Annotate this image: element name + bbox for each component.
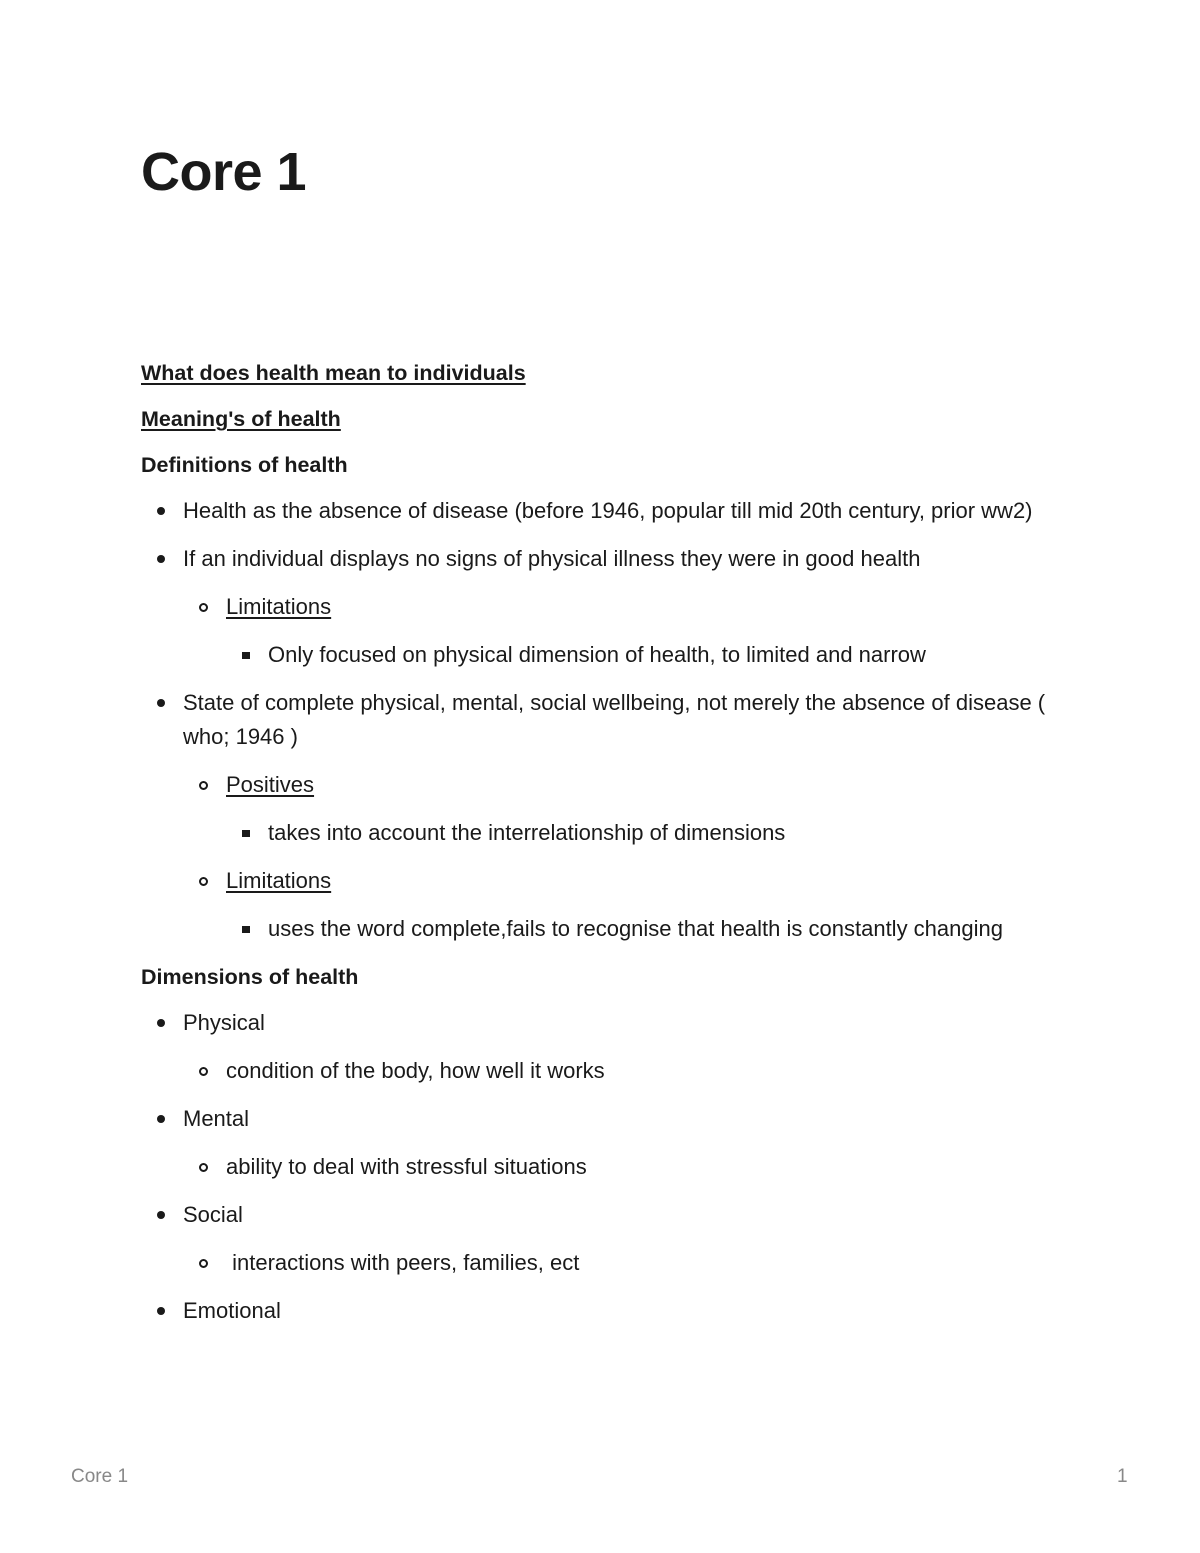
bullet-circle-icon	[199, 781, 208, 790]
dimensions-list	[141, 1006, 1071, 1328]
list-item: ability to deal with stressful situations	[141, 1150, 1071, 1184]
bullet-circle-icon	[199, 1259, 208, 1268]
bullet-disc-icon	[157, 555, 165, 563]
list-item: Social	[141, 1198, 1071, 1232]
bullet-square-icon	[242, 830, 250, 837]
bullet-square-icon	[242, 926, 250, 933]
list-item: If an individual displays no signs of physical illness they were in good health	[141, 542, 1071, 576]
footer-page-number: 1	[1117, 1466, 1128, 1487]
list-item: takes into account the interrelationship of dimensions	[141, 816, 1071, 850]
page-title: Core 1	[141, 142, 307, 202]
list-item: uses the word complete,fails to recognise that health is constantly changing	[141, 912, 1071, 946]
document-body	[141, 356, 1071, 1342]
list-item: Mental	[141, 1102, 1071, 1136]
bullet-circle-icon	[199, 877, 208, 886]
bullet-circle-icon	[199, 603, 208, 612]
list-item: condition of the body, how well it works	[141, 1054, 1071, 1088]
section-heading: What does health mean to individuals	[141, 361, 526, 385]
bullet-disc-icon	[157, 699, 165, 707]
list-item: interactions with peers, families, ect	[141, 1246, 1071, 1280]
list-item: Emotional	[141, 1294, 1071, 1328]
subsection-heading: Meaning's of health	[141, 407, 341, 431]
list-item: Physical	[141, 1006, 1071, 1040]
definitions-list	[141, 494, 1071, 946]
list-item: Limitations	[141, 590, 1071, 624]
list-item: Health as the absence of disease (before 1946, popular till mid 20th century, prior ww2)	[141, 494, 1071, 528]
footer-document-title: Core 1	[71, 1466, 129, 1487]
list-item: State of complete physical, mental, social wellbeing, not merely the absence of disease ( who; 1946 )	[141, 686, 1071, 754]
bullet-square-icon	[242, 652, 250, 659]
list-item: Positives	[141, 768, 1071, 802]
bullet-disc-icon	[157, 507, 165, 515]
definitions-heading: Definitions of health	[141, 453, 348, 477]
list-item: Only focused on physical dimension of health, to limited and narrow	[141, 638, 1071, 672]
bullet-circle-icon	[199, 1163, 208, 1172]
bullet-disc-icon	[157, 1019, 165, 1027]
bullet-disc-icon	[157, 1115, 165, 1123]
bullet-disc-icon	[157, 1307, 165, 1315]
list-item: Limitations	[141, 864, 1071, 898]
bullet-disc-icon	[157, 1211, 165, 1219]
dimensions-heading: Dimensions of health	[141, 965, 359, 989]
bullet-circle-icon	[199, 1067, 208, 1076]
